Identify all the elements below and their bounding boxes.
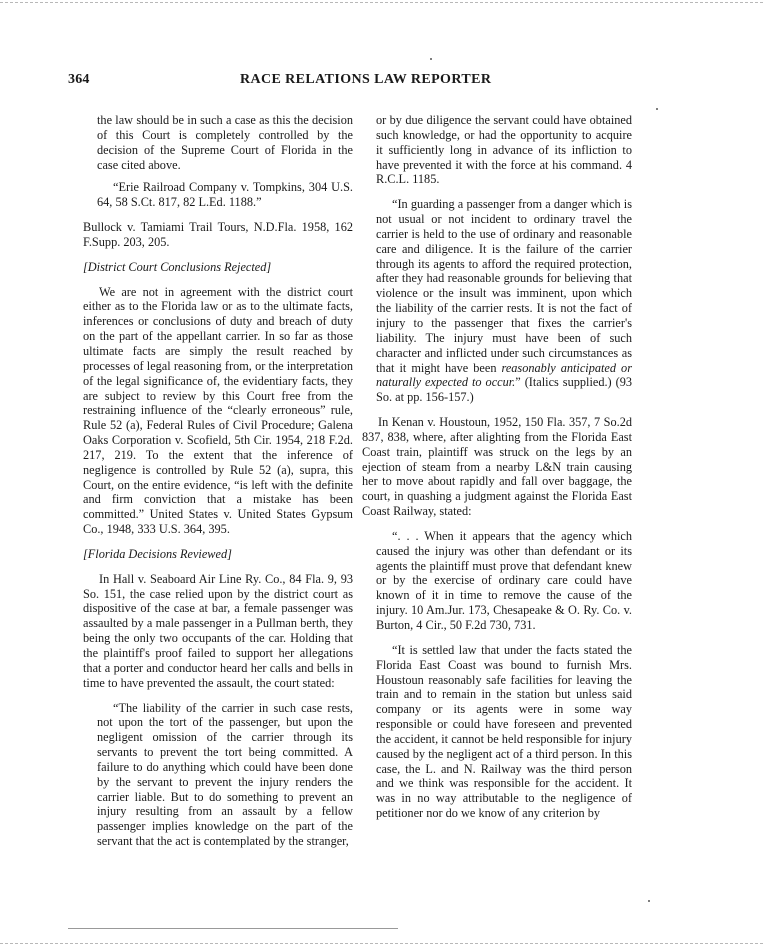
block-quote-continuation: or by due diligence the servant could have obtained such knowledge, or had the opportunity to acquire it sufficiently long in advance of its infliction to have prevented it with the force at his command. 4 R.C.L. 1185. (376, 113, 632, 187)
body-paragraph: In Hall v. Seaboard Air Line Ry. Co., 84 Fla. 9, 93 So. 151, the case relied upon by the district court as dispositive of the case at bar, a female passenger was assaulted by a male passenger in a Pullman berth, they being the only two occupants of the car. Holding that the plaintiff's proof failed to support her allegations that a porter and conductor heard her calls and bells in time to have prevented the assault, the court stated: (83, 571, 353, 690)
case-citation: Bullock v. Tamiami Trail Tours, N.D.Fla. 1958, 162 F.Supp. 203, 205. (83, 220, 353, 249)
page-number: 364 (68, 72, 90, 87)
section-heading-florida-decisions: [Florida Decisions Reviewed] (83, 546, 232, 561)
scan-speck (430, 58, 432, 60)
italic-emphasis: reasonably anticipated or naturally expected to occur. (376, 360, 632, 390)
block-quote: “The liability of the carrier in such case rests, not upon the tort of the passenger, but upon the negligent omission of the carrier through its servants to prevent the tort being committed. A failure to do anything which could have been done by the servant to prevent the injury renders the carrier liable. But to do something to prevent an injury resulting from an assault by a fellow passenger implies knowledge on the part of the servant that the act is contemplated by the stranger, (97, 700, 353, 849)
right-column (362, 113, 632, 821)
page-bottom-edge (0, 943, 763, 944)
left-column (83, 113, 353, 849)
quote-text-end: ” (Italics supplied.) (93 So. at pp. 156-157.) (376, 375, 632, 405)
block-quote-continuation: the law should be in such a case as this the decision of this Court is completely controlled by the decision of the Supreme Court of Florida in the case cited above. (97, 113, 353, 172)
body-paragraph: We are not in agreement with the district court either as to the Florida law or as to the ultimate facts, inferences or conclusions of duty and breach of duty on the part of the appellant carrier. In so far as those ultimate facts are simply the result reached by processes of legal reasoning from, or the interpretation of the legal significance of, the evidentiary facts, they are subject to review by this Court free from the restraining influence of the “clearly erroneous” rule, Rule 52 (a), Federal Rules of Civil Procedure; Galena Oaks Corporation v. Scofield, 5th Cir. 1954, 218 F.2d. 217, 219. To the extent that the inference of negligence is controlled by Rule 52 (a), supra, this Court, on the entire evidence, “is left with the definite and firm conviction that a mistake has been committed.” United States v. United States Gypsum Co., 1948, 333 U.S. 364, 395. (83, 284, 353, 537)
quote-text: “In guarding a passenger from a danger which is not usual or not incident to ordinary travel the carrier is held to the use of ordinary and reasonable care and diligence. It is the failure of the carrier through its agents to afford the required protection, after they had reasonable grounds for believing that violence or the insult was imminent, upon which the liability of the carrier rests. It is not the fact of injury to the passenger that fixes the carrier's liability. The injury must have been of such character and inflicted under such circumstances as that it might have been (376, 197, 632, 375)
bottom-rule (68, 928, 398, 929)
block-quote-citation: “Erie Railroad Company v. Tompkins, 304 U.S. 64, 58 S.Ct. 817, 82 L.Ed. 1188.” (97, 180, 353, 210)
body-paragraph: In Kenan v. Houstoun, 1952, 150 Fla. 357, 7 So.2d 837, 838, where, after alighting from the Florida East Coast train, plaintiff was struck on the legs by an ejection of steam from a nearby L&N train causing her to move about rapidly and fall over baggage, the court, in quashing a judgment against the Florida East Coast Railway, stated: (362, 415, 632, 519)
section-heading-district-court: [District Court Conclusions Rejected] (83, 259, 272, 274)
scan-speck (648, 900, 650, 902)
block-quote-italics (362, 197, 632, 405)
scan-speck (656, 108, 658, 110)
page-top-edge (0, 2, 763, 3)
block-quote: “It is settled law that under the facts stated the Florida East Coast was bound to furnish Mrs. Houstoun reasonably safe facilities for leaving the train and to remain in the station but unless said company or its agents were in some way responsible or could have foreseen and prevented the accident, it cannot be held responsible for injury caused by the negligent act of a third person. In this case, the L. and N. Railway was the third person and we think was responsible for the accident. It was in no way attributable to the negligence of petitioner nor do we know of any criterion by (376, 642, 632, 821)
block-quote: “. . . When it appears that the agency which caused the injury was other than defendant or its agents the plaintiff must prove that defendant knew or by the exercise of ordinary care could have known of it in time to remove the cause of the injury. 10 Am.Jur. 173, Chesapeake & O. Ry. Co. v. Burton, 4 Cir., 50 F.2d 730, 731. (376, 528, 632, 632)
running-head: RACE RELATIONS LAW REPORTER (240, 72, 492, 87)
